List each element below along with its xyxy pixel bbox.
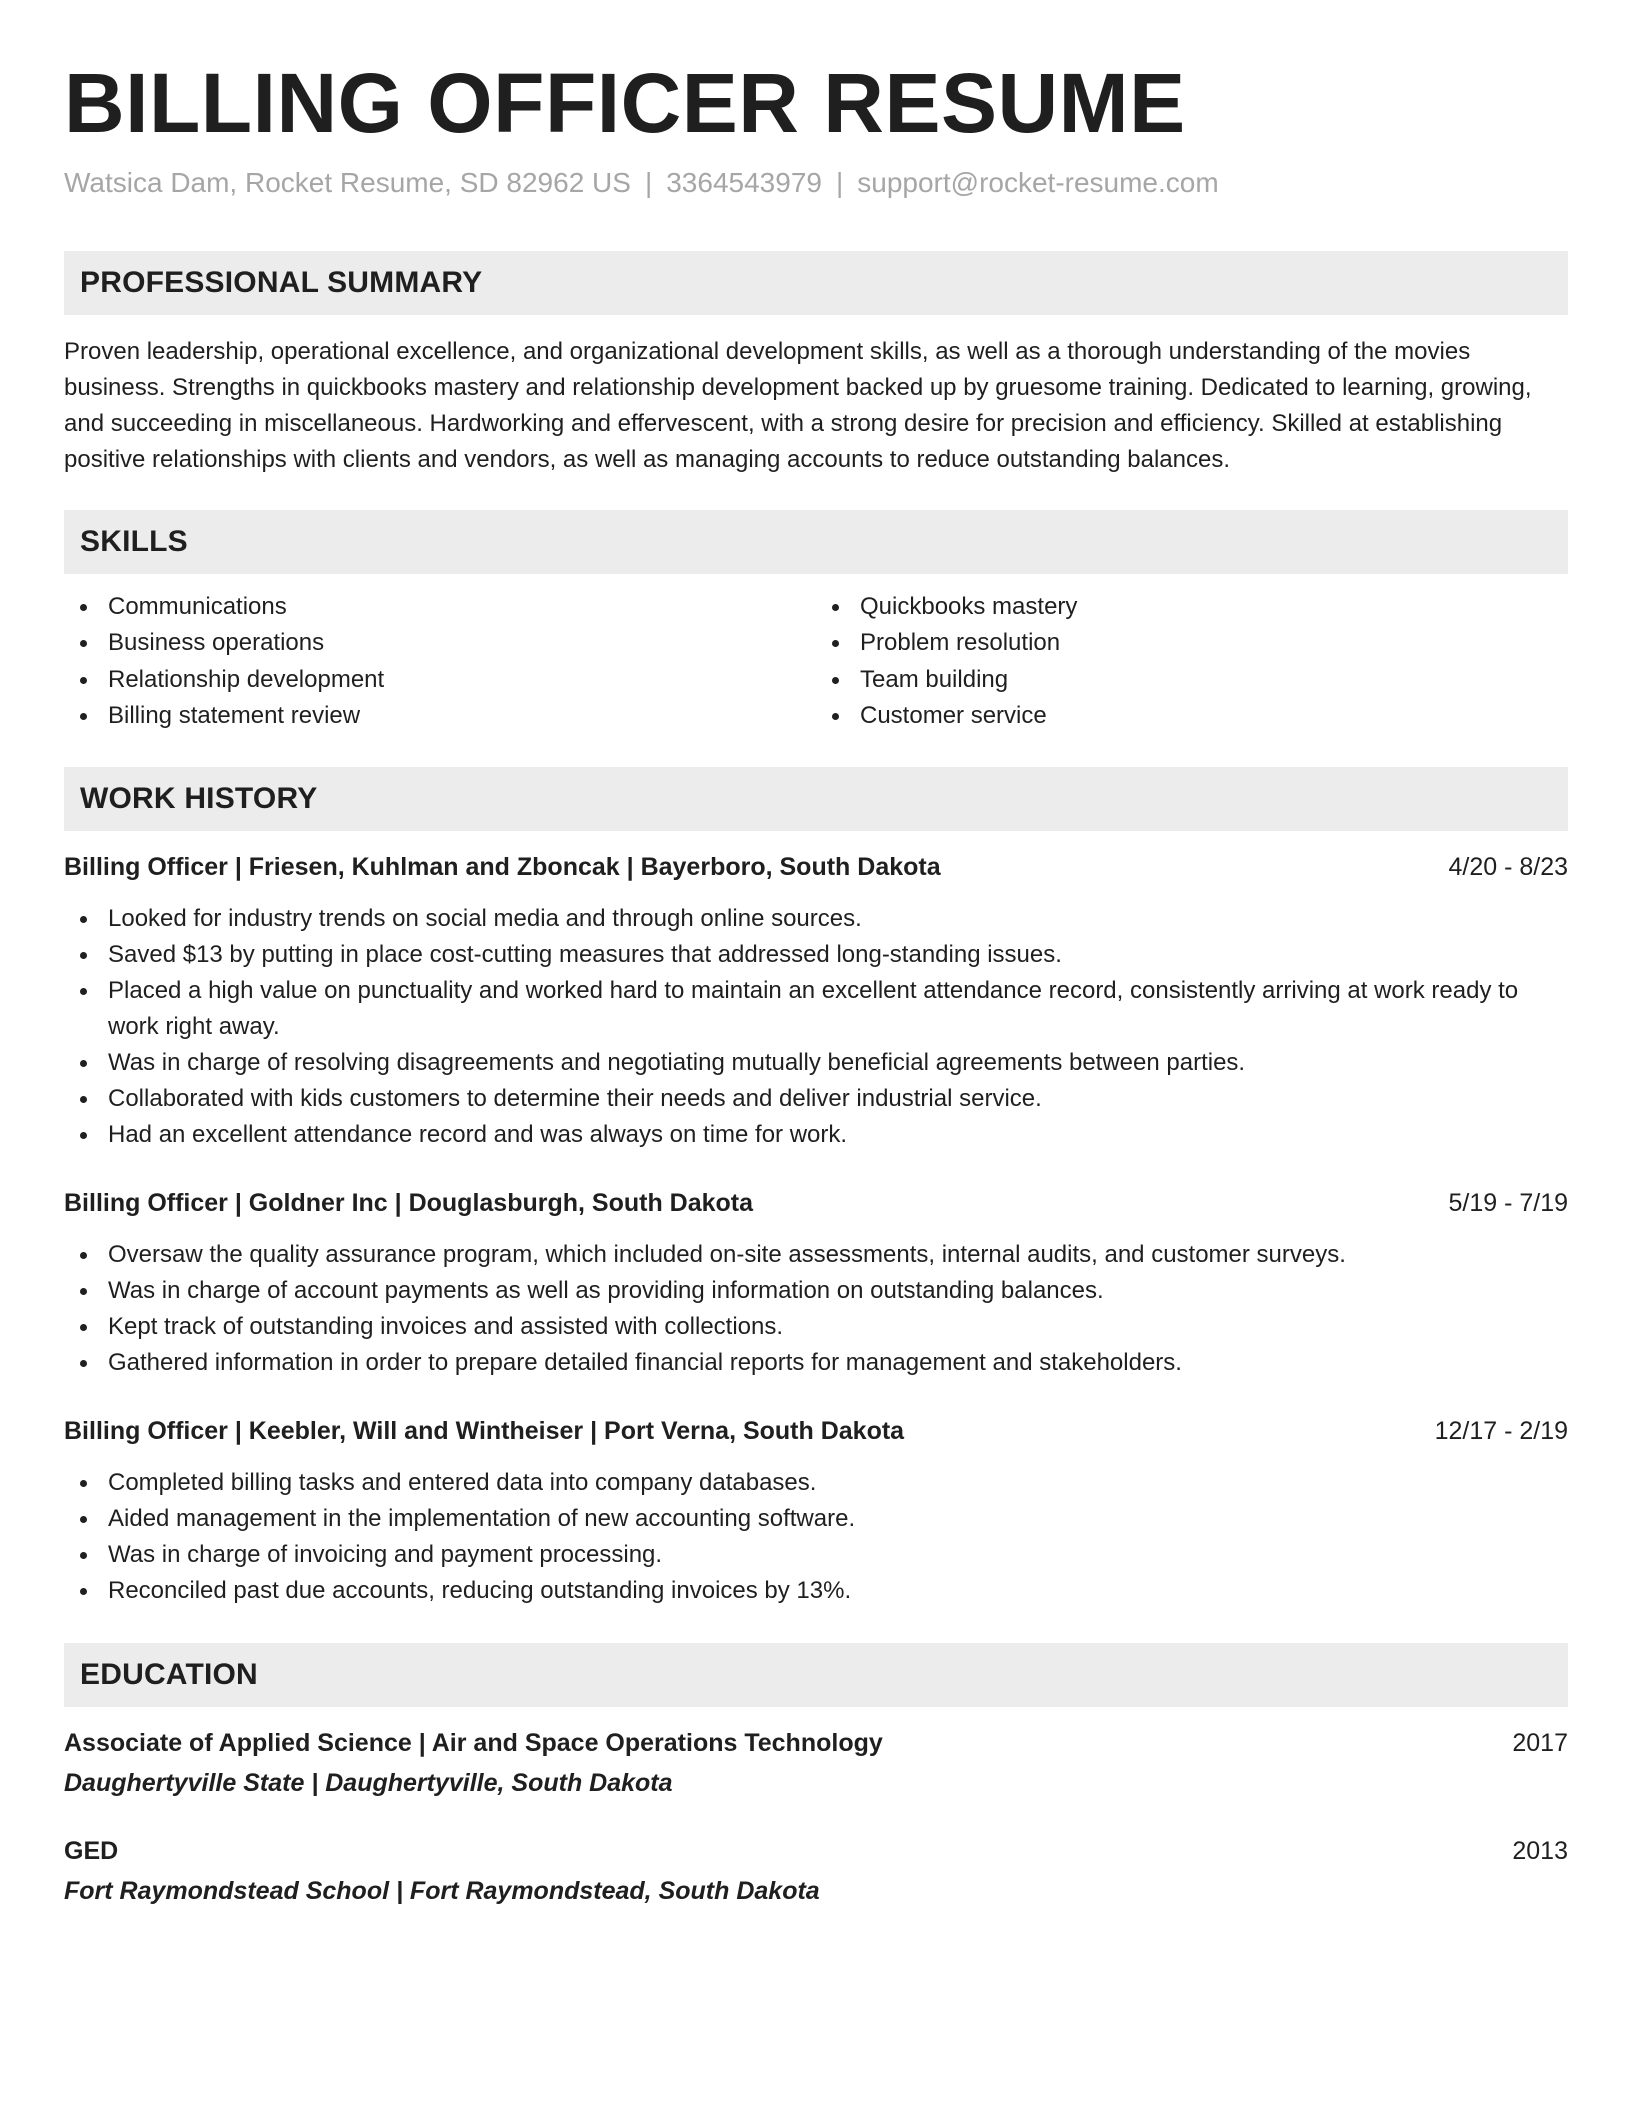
job-bullet: Reconciled past due accounts, reducing outstanding invoices by 13%. [64, 1573, 1568, 1609]
education-school: Fort Raymondstead School | Fort Raymondstead, South Dakota [64, 1876, 820, 1905]
education-heading: EDUCATION [64, 1643, 1568, 1707]
job-bullet: Aided management in the implementation of new accounting software. [64, 1501, 1568, 1537]
job-dates: 5/19 - 7/19 [1448, 1188, 1568, 1217]
job-bullet: Was in charge of resolving disagreements and negotiating mutually beneficial agreements between parties. [64, 1045, 1568, 1081]
contact-separator: | [644, 166, 653, 198]
job-title: Billing Officer | Keebler, Will and Wintheiser | Port Verna, South Dakota [64, 1416, 905, 1445]
skill-item: Team building [816, 662, 1568, 699]
job-entry [64, 1185, 1568, 1381]
skills-column-left [64, 589, 816, 735]
contact-email: support@rocket-resume.com [857, 166, 1219, 198]
job-bullet: Was in charge of account payments as well as providing information on outstanding balances. [64, 1273, 1568, 1309]
job-bullet: Was in charge of invoicing and payment processing. [64, 1537, 1568, 1573]
skill-item: Relationship development [64, 662, 816, 699]
job-dates: 4/20 - 8/23 [1448, 852, 1568, 881]
job-entry [64, 849, 1568, 1153]
contact-address: Watsica Dam, Rocket Resume, SD 82962 US [64, 166, 631, 198]
education-entry [64, 1725, 1568, 1801]
job-bullet: Had an excellent attendance record and was always on time for work. [64, 1117, 1568, 1153]
skill-item: Business operations [64, 625, 816, 662]
job-bullet: Gathered information in order to prepare detailed financial reports for management and stakeholders. [64, 1345, 1568, 1381]
job-entry [64, 1413, 1568, 1609]
education-year: 2013 [1512, 1836, 1568, 1865]
skill-item: Billing statement review [64, 698, 816, 735]
work-history-heading: WORK HISTORY [64, 767, 1568, 831]
job-title: Billing Officer | Goldner Inc | Douglasburgh, South Dakota [64, 1188, 754, 1217]
education-degree: Associate of Applied Science | Air and Space Operations Technology [64, 1728, 883, 1757]
skill-item: Quickbooks mastery [816, 589, 1568, 626]
skills-grid [64, 589, 1568, 735]
job-bullet: Oversaw the quality assurance program, which included on-site assessments, internal audits, and customer surveys. [64, 1237, 1568, 1273]
job-bullet: Collaborated with kids customers to determine their needs and deliver industrial service. [64, 1081, 1568, 1117]
job-bullet: Kept track of outstanding invoices and assisted with collections. [64, 1309, 1568, 1345]
summary-heading: PROFESSIONAL SUMMARY [64, 251, 1568, 315]
education-entry [64, 1833, 1568, 1909]
job-bullet: Placed a high value on punctuality and worked hard to maintain an excellent attendance record, consistently arriving at work ready to work right away. [64, 973, 1568, 1045]
job-bullet: Looked for industry trends on social media and through online sources. [64, 901, 1568, 937]
skills-column-right [816, 589, 1568, 735]
job-bullet: Saved $13 by putting in place cost-cutting measures that addressed long-standing issues. [64, 937, 1568, 973]
skill-item: Communications [64, 589, 816, 626]
job-title: Billing Officer | Friesen, Kuhlman and Zboncak | Bayerboro, South Dakota [64, 852, 941, 881]
job-dates: 12/17 - 2/19 [1434, 1416, 1568, 1445]
education-year: 2017 [1512, 1728, 1568, 1757]
education-degree: GED [64, 1836, 119, 1865]
contact-line [64, 167, 1568, 199]
skills-heading: SKILLS [64, 510, 1568, 574]
summary-text: Proven leadership, operational excellence, and organizational development skills, as well as a thorough understanding of the movies business. Strengths in quickbooks mastery and relationship development backed up by gruesome training. Dedicated to learning, growing, and succeeding in miscellaneous. Hardworking and effervescent, with a strong desire for precision and efficiency. Skilled at establishing positive relationships with clients and vendors, as well as managing accounts to reduce outstanding balances. [64, 337, 1532, 473]
education-school: Daughertyville State | Daughertyville, South Dakota [64, 1768, 673, 1797]
job-bullet: Completed billing tasks and entered data into company databases. [64, 1465, 1568, 1501]
resume-title: BILLING OFFICER RESUME [64, 56, 1186, 150]
skill-item: Problem resolution [816, 625, 1568, 662]
skill-item: Customer service [816, 698, 1568, 735]
contact-separator: | [835, 166, 844, 198]
contact-phone: 3364543979 [666, 166, 822, 198]
